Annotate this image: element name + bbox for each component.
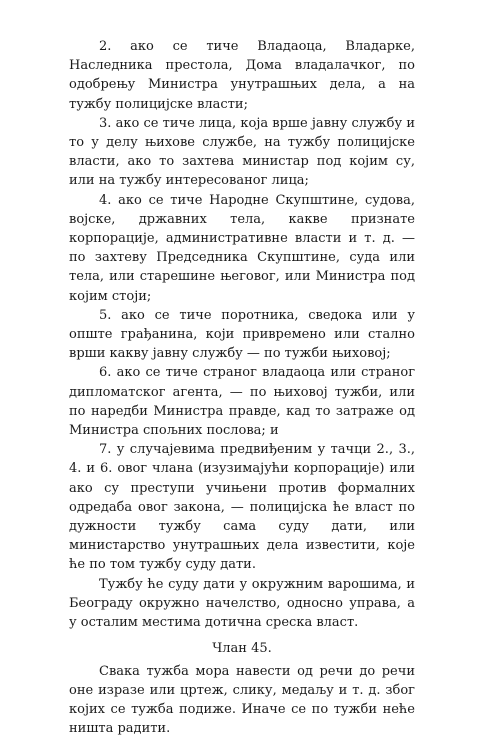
clause-7: 7. у случајевима предвиђеним у тачци 2., 3., 4. и 6. овог члана (изузимајући корпорације) или ако су преступи учињени против формалних одредаба овог закона, — полицијска ће власт по дужности тужбу сама суду дати, или министарство унутрашњих дела известити, које ће по том тужбу суду дати. [69, 440, 415, 574]
clause-3: 3. ако се тиче лица, која врше јавну службу и то у делу њихове службе, на тужбу полицијске власти, ако то захтева министар под којим су, или на тужбу интересованог лица; [69, 114, 415, 191]
clause-6: 6. ако се тиче страног владаоца или страног дипломатског агента, — по њиховој тужби, или по наредби Министра правде, кад то затраже од Министра спољних послова; и [69, 363, 415, 440]
clause-2: 2. ако се тиче Владаоца, Владарке, Наследника престола, Дома владалачког, по одобрењу Министра унутрашњих дела, а на тужбу полицијске власти; [69, 37, 415, 114]
document-page [69, 37, 415, 738]
article-text: Свака тужба мора навести од речи до речи оне изразе или цртеж, слику, медаљу и т. д. због којих се тужба подиже. Иначе се по тужби неће ништа радити. [69, 662, 415, 738]
article-heading: Члан 45. [69, 639, 415, 658]
clause-5: 5. ако се тиче поротника, сведока или у опште грађанина, који привремено или стално врши какву јавну службу — по тужби њиховој; [69, 306, 415, 364]
clause-4: 4. ако се тиче Народне Скупштине, судова, војске, државних тела, какве признате корпорације, административне власти и т. д. — по захтеву Председника Скупштине, суда или тела, или старешине његовог, или Министра под којим стоји; [69, 191, 415, 306]
closing-paragraph: Тужбу ће суду дати у окружним варошима, и Београду окружно начелство, односно управа, а у осталим местима дотична среска власт. [69, 575, 415, 633]
